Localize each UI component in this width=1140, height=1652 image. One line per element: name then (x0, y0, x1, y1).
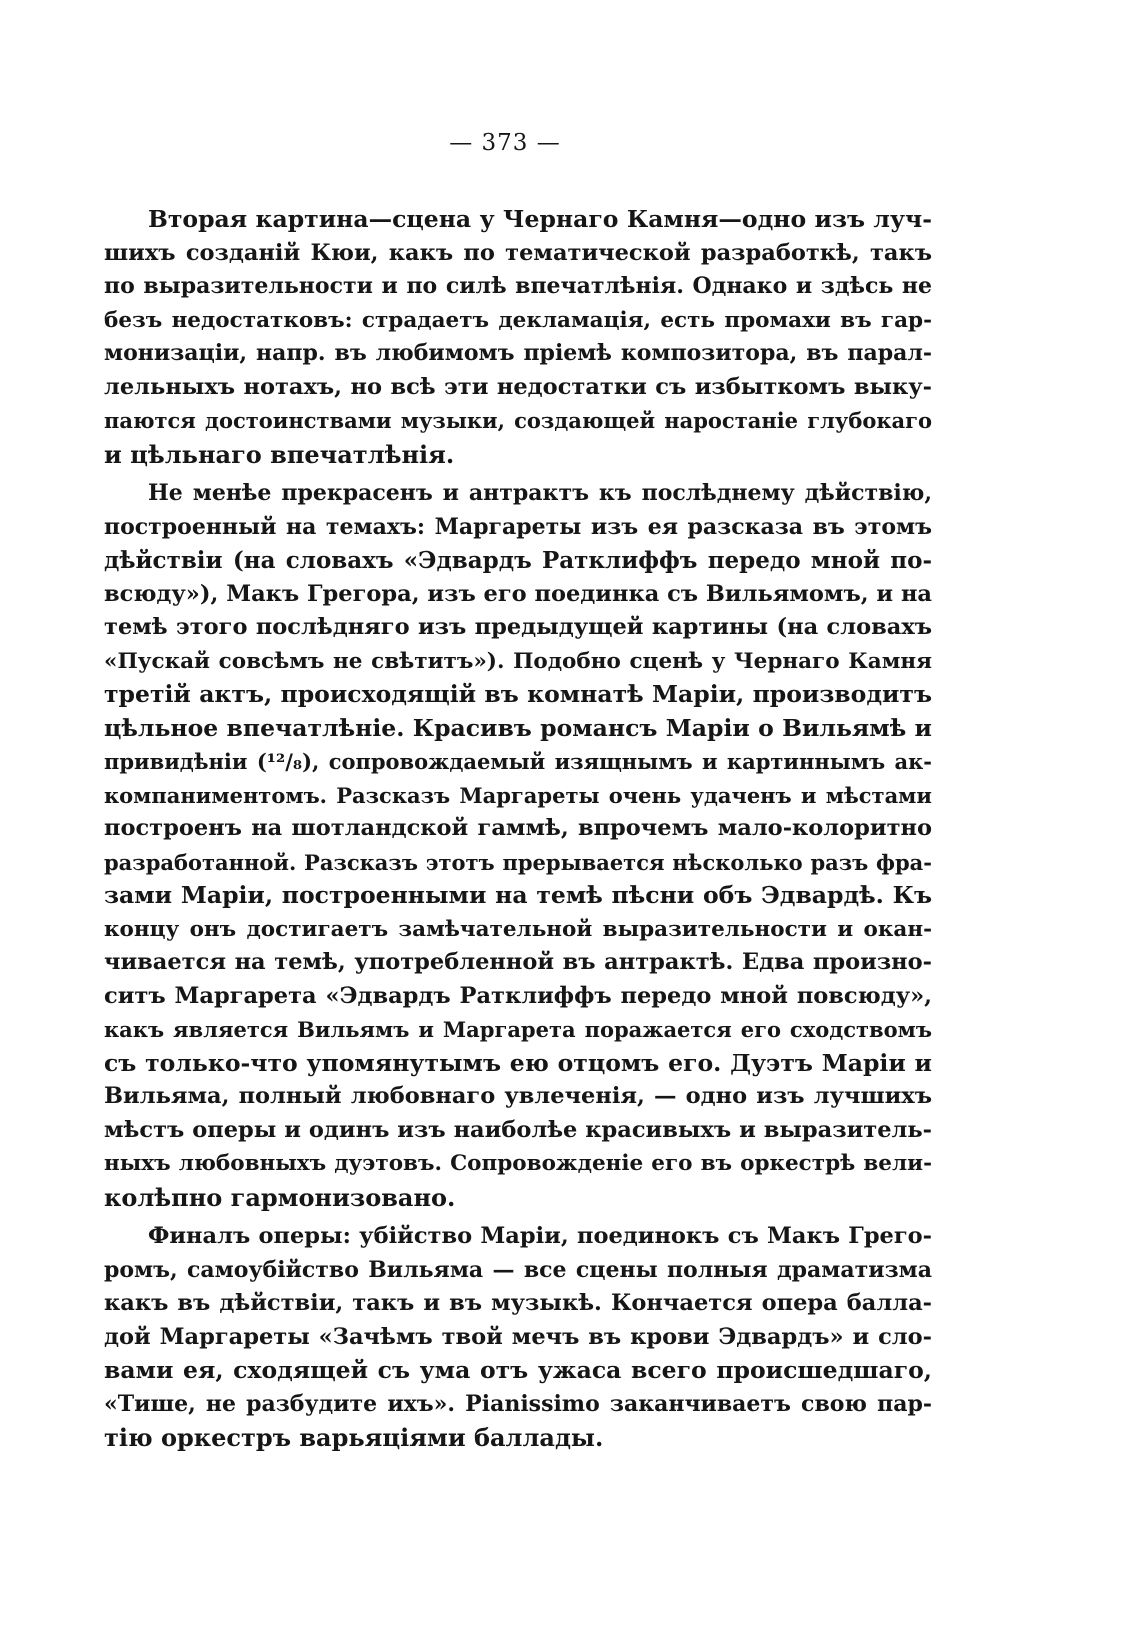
text-line: безъ недостатковъ: страдаетъ декламація, есть промахи въ гар- (104, 307, 932, 333)
text-line: разработанной. Разсказъ этотъ прерывается нѣсколько разъ фра- (104, 849, 932, 875)
text-line: Вторая картина—сцена у Чернаго Камня—одно изъ луч- (148, 205, 932, 233)
text-line: съ только-что упомянутымъ ею отцомъ его. Дуэтъ Маріи и (104, 1048, 932, 1077)
text-line: паются достоинствами музыки, создающей наростаніе глубокаго (104, 408, 932, 433)
text-line: «Тише, не разбудите ихъ». Pianissimo заканчиваетъ свою пар- (104, 1390, 932, 1417)
text-line: вами ея, сходящей съ ума отъ ужаса всего происшедшаго, (104, 1356, 932, 1384)
text-body (104, 203, 932, 1455)
text-line: тію оркестръ варьяціями баллады. (104, 1423, 604, 1452)
text-line: «Пускай совсѣмъ не свѣтитъ»). Подобно сценѣ у Чернаго Камня (104, 648, 932, 674)
text-line: какъ является Вильямъ и Маргарета поражается его сходствомъ (104, 1017, 932, 1042)
text-line: дой Маргареты «Зачѣмъ твой мечъ въ крови Эдвардъ» и сло- (104, 1323, 932, 1350)
text-line: чивается на темѣ, употребленной въ антрактѣ. Едва произно- (104, 949, 932, 975)
text-line: третій актъ, происходящій въ комнатѣ Маріи, производитъ (104, 680, 932, 708)
text-line: ситъ Маргарета «Эдвардъ Ратклиффъ передо мной повсюду», (104, 982, 932, 1009)
text-line: зами Маріи, построенными на темѣ пѣсни объ Эдвардѣ. Къ (104, 881, 932, 909)
text-line: шихъ созданій Кюи, какъ по тематической разработкѣ, такъ (104, 239, 932, 266)
text-line: дѣйствіи (на словахъ «Эдвардъ Ратклиффъ передо мной по- (104, 547, 932, 574)
paragraph (104, 203, 932, 471)
text-line: колѣпно гармонизовано. (104, 1182, 456, 1212)
text-line: и цѣльнаго впечатлѣнія. (104, 439, 455, 469)
text-line: компаниментомъ. Разсказъ Маргареты очень удаченъ и мѣстами (104, 782, 932, 808)
text-line: привидѣніи (¹²/₈), сопровождаемый изящнымъ и картиннымъ ак- (104, 749, 932, 774)
text-line: мѣстъ оперы и одинъ изъ наиболѣе красивыхъ и выразитель- (104, 1116, 932, 1143)
text-line: Не менѣе прекрасенъ и антрактъ къ послѣднему дѣйствію, (148, 480, 932, 506)
paragraph (104, 1220, 932, 1455)
text-line: лельныхъ нотахъ, но всѣ эти недостатки съ избыткомъ выку- (104, 373, 932, 400)
text-line: построенный на темахъ: Маргареты изъ ея разсказа въ этомъ (104, 513, 932, 540)
text-line: ромъ, самоубійство Вильяма — все сцены полныя драматизма (104, 1256, 932, 1283)
text-line: всюду»), Макъ Грегора, изъ его поединка съ Вильямомъ, и на (104, 580, 932, 607)
text-line: монизаціи, напр. въ любимомъ пріемѣ композитора, въ парал- (104, 340, 932, 366)
text-line: какъ въ дѣйствіи, такъ и въ музыкѣ. Кончается опера балла- (104, 1290, 932, 1316)
text-line: ныхъ любовныхъ дуэтовъ. Сопровожденіе его въ оркестрѣ вели- (104, 1151, 932, 1176)
page-number: — 373 — (449, 130, 561, 156)
paragraph (104, 477, 932, 1214)
text-line: Финалъ оперы: убійство Маріи, поединокъ съ Макъ Грего- (148, 1223, 932, 1249)
text-line: концу онъ достигаетъ замѣчательной выразительности и окан- (104, 916, 932, 942)
text-line: построенъ на шотландской гаммѣ, впрочемъ мало-колоритно (104, 815, 932, 841)
text-line: темѣ этого послѣдняго изъ предыдущей картины (на словахъ (104, 614, 932, 640)
text-line: цѣльное впечатлѣніе. Красивъ романсъ Маріи о Вильямѣ и (104, 713, 932, 742)
text-line: Вильяма, полный любовнаго увлеченія, — одно изъ лучшихъ (104, 1083, 932, 1109)
text-line: по выразительности и по силѣ впечатлѣнія. Однако и здѣсь не (104, 273, 932, 299)
